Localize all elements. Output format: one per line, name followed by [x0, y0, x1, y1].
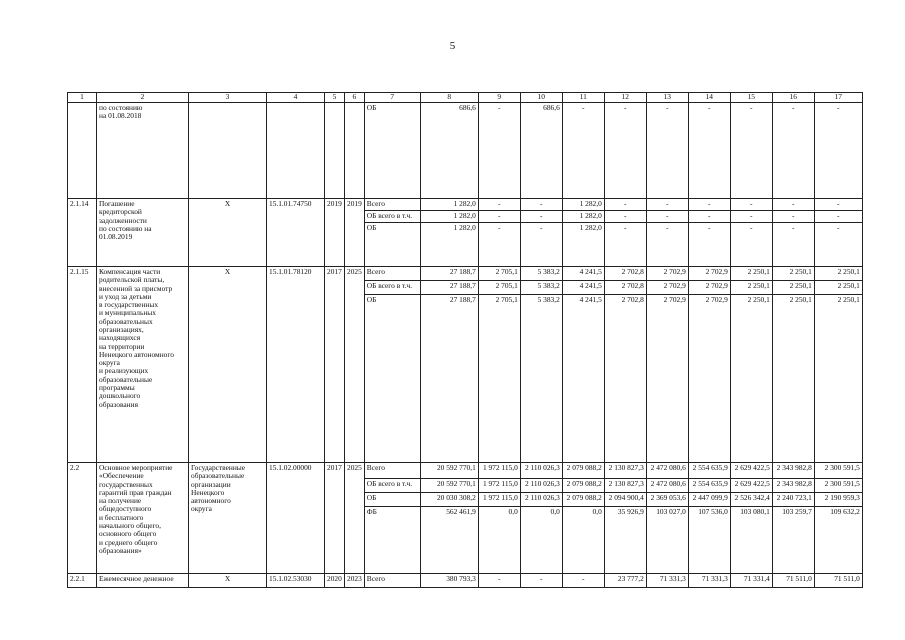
amount-cell: 71 511,0 [814, 574, 862, 588]
amount-cell: 2 702,9 [646, 267, 688, 281]
amount-cell: 103 080,1 [730, 507, 772, 574]
amount-cell: - [814, 211, 862, 223]
amount-cell: 2 472 080,6 [646, 479, 688, 493]
activity-code-cell: 2.2.1 [68, 574, 97, 588]
amount-cell: 2 705,1 [478, 295, 520, 463]
amount-cell: - [688, 199, 730, 211]
page-number: 5 [449, 40, 456, 52]
amount-cell: 2 343 982,8 [772, 479, 814, 493]
amount-cell: 2 190 959,3 [814, 493, 862, 507]
column-number-header: 13 [646, 93, 688, 103]
amount-cell: - [646, 103, 688, 199]
column-number-header: 14 [688, 93, 730, 103]
executor-cell: Государственные образовательные организации Ненецкого автономного округа [189, 463, 267, 574]
column-number-header: 4 [267, 93, 325, 103]
amount-cell: 4 241,5 [562, 267, 604, 281]
start-year-cell: 2017 [325, 267, 345, 463]
column-number-header: 5 [325, 93, 345, 103]
funding-source-cell: ФБ [364, 507, 420, 574]
amount-cell: 2 702,8 [604, 281, 646, 295]
amount-cell: - [478, 199, 520, 211]
amount-cell: 2 702,9 [646, 281, 688, 295]
amount-cell: 2 705,1 [478, 281, 520, 295]
amount-cell: - [478, 223, 520, 267]
amount-cell: 1 972 115,0 [478, 463, 520, 479]
amount-cell: 20 592 770,1 [420, 463, 478, 479]
amount-cell: 5 383,2 [520, 295, 562, 463]
amount-cell: 2 250,1 [814, 267, 862, 281]
amount-cell: 2 250,1 [730, 267, 772, 281]
amount-cell: 27 188,7 [420, 295, 478, 463]
column-number-header: 16 [772, 93, 814, 103]
amount-cell: 71 331,4 [730, 574, 772, 588]
amount-cell: - [730, 211, 772, 223]
amount-cell: 2 702,9 [646, 295, 688, 463]
activity-code-cell: 2.1.14 [68, 199, 97, 267]
amount-cell: - [730, 223, 772, 267]
funding-source-cell: ОБ [364, 295, 420, 463]
amount-cell: - [772, 223, 814, 267]
funding-source-cell: Всего [364, 463, 420, 479]
table-row [68, 103, 863, 199]
amount-cell: 2 702,8 [604, 267, 646, 281]
amount-cell: 2 554 635,9 [688, 479, 730, 493]
amount-cell: 2 250,1 [730, 281, 772, 295]
amount-cell: 2 250,1 [814, 281, 862, 295]
amount-cell: - [604, 199, 646, 211]
amount-cell: 107 536,0 [688, 507, 730, 574]
amount-cell: 0,0 [478, 507, 520, 574]
amount-cell: 2 079 088,2 [562, 493, 604, 507]
column-number-header: 9 [478, 93, 520, 103]
column-number-header: 2 [97, 93, 189, 103]
amount-cell: 2 447 099,9 [688, 493, 730, 507]
amount-cell: - [814, 223, 862, 267]
amount-cell: 2 110 026,3 [520, 479, 562, 493]
amount-cell: 0,0 [520, 507, 562, 574]
amount-cell: 2 702,9 [688, 295, 730, 463]
activity-name-cell: Компенсация части родительской платы, внесенной за присмотр и уход за детьми в государственных и муниципальных образовательных организациях, находящихся на территории Ненецкого автономного округа и реализующих образовательные программы дошкольного образования [97, 267, 189, 463]
amount-cell: - [520, 211, 562, 223]
amount-cell: 1 282,0 [562, 199, 604, 211]
amount-cell: 2 526 342,4 [730, 493, 772, 507]
program-financing-table [67, 92, 863, 588]
amount-cell: - [520, 199, 562, 211]
amount-cell: 1 282,0 [562, 211, 604, 223]
end-year-cell: 2025 [345, 463, 365, 574]
amount-cell: 71 331,3 [646, 574, 688, 588]
amount-cell: - [604, 103, 646, 199]
amount-cell: 2 130 827,3 [604, 463, 646, 479]
amount-cell: - [646, 199, 688, 211]
activity-code-cell: 2.2 [68, 463, 97, 574]
amount-cell: 2 130 827,3 [604, 479, 646, 493]
funding-source-cell: Всего [364, 574, 420, 588]
end-year-cell: 2023 [345, 574, 365, 588]
amount-cell: - [730, 199, 772, 211]
amount-cell: - [646, 211, 688, 223]
amount-cell: 2 079 088,2 [562, 479, 604, 493]
amount-cell: 2 110 026,3 [520, 493, 562, 507]
amount-cell: 2 369 053,6 [646, 493, 688, 507]
amount-cell: - [520, 574, 562, 588]
start-year-cell: 2019 [325, 199, 345, 267]
amount-cell: 2 079 088,2 [562, 463, 604, 479]
amount-cell: 2 343 982,8 [772, 463, 814, 479]
budget-code-cell: 15.1.02.00000 [267, 463, 325, 574]
amount-cell: - [562, 103, 604, 199]
amount-cell: 2 094 900,4 [604, 493, 646, 507]
amount-cell: 103 027,0 [646, 507, 688, 574]
amount-cell: 1 282,0 [420, 223, 478, 267]
header-row [68, 93, 863, 103]
amount-cell: - [772, 103, 814, 199]
amount-cell: 2 702,8 [604, 295, 646, 463]
column-number-header: 12 [604, 93, 646, 103]
amount-cell: 71 511,0 [772, 574, 814, 588]
budget-code-cell: 15.1.02.53030 [267, 574, 325, 588]
budget-code-cell: 15.1.01.74750 [267, 199, 325, 267]
executor-cell [189, 103, 267, 199]
amount-cell: 2 554 635,9 [688, 463, 730, 479]
amount-cell: 2 629 422,5 [730, 479, 772, 493]
amount-cell: 4 241,5 [562, 281, 604, 295]
column-number-header: 3 [189, 93, 267, 103]
amount-cell: 109 632,2 [814, 507, 862, 574]
amount-cell: 5 383,2 [520, 267, 562, 281]
column-number-header: 7 [364, 93, 420, 103]
amount-cell: 562 461,9 [420, 507, 478, 574]
amount-cell: - [604, 223, 646, 267]
executor-cell: Х [189, 267, 267, 463]
amount-cell: 27 188,7 [420, 267, 478, 281]
amount-cell: 2 110 026,3 [520, 463, 562, 479]
amount-cell: - [688, 103, 730, 199]
amount-cell: 71 331,3 [688, 574, 730, 588]
amount-cell: 2 702,9 [688, 267, 730, 281]
start-year-cell: 2017 [325, 463, 345, 574]
table-row [68, 463, 863, 479]
end-year-cell: 2025 [345, 267, 365, 463]
activity-code-cell [68, 103, 97, 199]
end-year-cell: 2019 [345, 199, 365, 267]
executor-cell: Х [189, 574, 267, 588]
amount-cell: 2 250,1 [772, 295, 814, 463]
amount-cell: 2 250,1 [814, 295, 862, 463]
amount-cell: 2 250,1 [772, 267, 814, 281]
amount-cell: 1 282,0 [420, 211, 478, 223]
amount-cell: 5 383,2 [520, 281, 562, 295]
activity-code-cell: 2.1.15 [68, 267, 97, 463]
column-number-header: 17 [814, 93, 862, 103]
amount-cell: - [814, 199, 862, 211]
amount-cell: 35 926,9 [604, 507, 646, 574]
amount-cell: 2 300 591,5 [814, 463, 862, 479]
amount-cell: 2 702,9 [688, 281, 730, 295]
column-number-header: 8 [420, 93, 478, 103]
activity-name-cell: по состоянию на 01.08.2018 [97, 103, 189, 199]
amount-cell: 23 777,2 [604, 574, 646, 588]
amount-cell: - [688, 223, 730, 267]
amount-cell: 103 259,7 [772, 507, 814, 574]
funding-source-cell: ОБ [364, 223, 420, 267]
budget-code-cell [267, 103, 325, 199]
column-number-header: 11 [562, 93, 604, 103]
activity-name-cell: Погашение кредиторской задолженности по состоянию на 01.08.2019 [97, 199, 189, 267]
funding-source-cell: ОБ всего в т.ч. [364, 211, 420, 223]
column-number-header: 15 [730, 93, 772, 103]
executor-cell: Х [189, 199, 267, 267]
amount-cell: 2 705,1 [478, 267, 520, 281]
amount-cell: 0,0 [562, 507, 604, 574]
amount-cell: - [688, 211, 730, 223]
amount-cell: 27 188,7 [420, 281, 478, 295]
amount-cell: - [520, 223, 562, 267]
amount-cell: 2 300 591,5 [814, 479, 862, 493]
amount-cell: - [730, 103, 772, 199]
amount-cell: 2 250,1 [730, 295, 772, 463]
amount-cell: 20 030 308,2 [420, 493, 478, 507]
table-row [68, 267, 863, 281]
table-row [68, 574, 863, 588]
amount-cell: 1 972 115,0 [478, 493, 520, 507]
activity-name-cell: Ежемесячное денежное [97, 574, 189, 588]
amount-cell: 686,6 [520, 103, 562, 199]
amount-cell: 2 250,1 [772, 281, 814, 295]
start-year-cell: 2020 [325, 574, 345, 588]
amount-cell: - [814, 103, 862, 199]
amount-cell: - [562, 574, 604, 588]
amount-cell: 2 629 422,5 [730, 463, 772, 479]
funding-source-cell: ОБ всего в т.ч. [364, 479, 420, 493]
amount-cell: 1 282,0 [420, 199, 478, 211]
amount-cell: 2 472 080,6 [646, 463, 688, 479]
amount-cell: 686,6 [420, 103, 478, 199]
funding-source-cell: Всего [364, 267, 420, 281]
amount-cell: 4 241,5 [562, 295, 604, 463]
amount-cell: - [646, 223, 688, 267]
activity-name-cell: Основное мероприятие «Обеспечение государственных гарантий прав граждан на получение общедоступного и бесплатного начального общего, основного общего и среднего общего образования» [97, 463, 189, 574]
amount-cell: 1 972 115,0 [478, 479, 520, 493]
amount-cell: 2 240 723,1 [772, 493, 814, 507]
amount-cell: - [478, 103, 520, 199]
amount-cell: - [478, 211, 520, 223]
amount-cell: 380 793,3 [420, 574, 478, 588]
amount-cell: - [478, 574, 520, 588]
funding-source-cell: ОБ [364, 493, 420, 507]
amount-cell: 20 592 770,1 [420, 479, 478, 493]
start-year-cell [325, 103, 345, 199]
amount-cell: 1 282,0 [562, 223, 604, 267]
amount-cell: - [772, 199, 814, 211]
amount-cell: - [604, 211, 646, 223]
column-number-header: 10 [520, 93, 562, 103]
end-year-cell [345, 103, 365, 199]
column-number-header: 1 [68, 93, 97, 103]
column-number-header: 6 [345, 93, 365, 103]
funding-source-cell: ОБ всего в т.ч. [364, 281, 420, 295]
amount-cell: - [772, 211, 814, 223]
funding-source-cell: ОБ [364, 103, 420, 199]
table-row [68, 199, 863, 211]
funding-source-cell: Всего [364, 199, 420, 211]
budget-code-cell: 15.1.01.78120 [267, 267, 325, 463]
